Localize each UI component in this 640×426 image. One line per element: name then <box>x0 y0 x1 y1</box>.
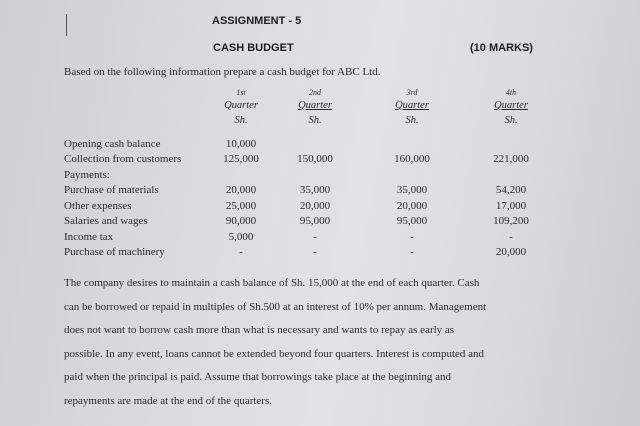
table-cell: - <box>239 246 243 258</box>
column-unit: Sh. <box>234 115 248 126</box>
row-label: Purchase of materials <box>64 184 159 196</box>
table-cell: 54,200 <box>495 184 527 196</box>
table-cell: - <box>509 231 513 243</box>
marks-label: (10 MARKS) <box>470 42 533 54</box>
table-cell: 95,000 <box>396 215 428 227</box>
paragraph-line: does not want to borrow cash more than what is necessary and wants to repay as early as <box>64 324 455 336</box>
column-label: Quarter <box>395 100 429 111</box>
column-header-q4 <box>466 88 556 128</box>
column-unit: Sh. <box>405 115 419 126</box>
column-ordinal: 1st <box>236 88 246 97</box>
table-cell: 221,000 <box>493 153 529 165</box>
column-label: Quarter <box>298 100 332 111</box>
table-cell: 20,000 <box>495 246 527 258</box>
table-cell: 25,000 <box>225 200 257 212</box>
paragraph-line: paid when the principal is paid. Assume that borrowings take place at the beginning and <box>64 371 452 383</box>
row-label: Collection from customers <box>64 153 182 165</box>
table-cell: - <box>410 246 414 258</box>
column-ordinal: 3rd <box>406 88 418 97</box>
paragraph-line: repayments are made at the end of the quarters. <box>64 394 272 407</box>
paragraph-line: can be borrowed or repaid in multiples of Sh.500 at an interest of 10% per annum. Management <box>64 300 487 313</box>
column-unit: Sh. <box>504 115 518 126</box>
paragraph-line: possible. In any event, loans cannot be extended beyond four quarters. Interest is computed and <box>64 347 485 360</box>
table-cell: 20,000 <box>396 200 428 212</box>
table-cell: 5,000 <box>228 231 254 243</box>
table-cell: - <box>410 231 414 243</box>
row-label: Payments: <box>64 169 110 181</box>
column-ordinal: 4th <box>505 88 517 97</box>
row-label: Income tax <box>64 231 114 243</box>
page-title: CASH BUDGET <box>213 42 294 54</box>
table-cell: 90,000 <box>225 215 257 227</box>
row-label: Opening cash balance <box>64 138 161 150</box>
row-label: Purchase of machinery <box>64 246 165 258</box>
column-header-q2 <box>270 88 360 128</box>
table-cell: - <box>313 246 317 258</box>
table-cell: 20,000 <box>299 200 331 212</box>
row-label: Salaries and wages <box>64 215 148 227</box>
table-cell: 10,000 <box>225 138 257 150</box>
row-label: Other expenses <box>64 200 132 212</box>
table-cell: 150,000 <box>297 153 333 165</box>
text-cursor <box>66 14 67 36</box>
column-header-q3 <box>367 88 457 128</box>
table-cell: 160,000 <box>394 153 430 165</box>
column-label: Quarter <box>494 100 528 111</box>
column-label: Quarter <box>224 100 258 111</box>
table-cell: 20,000 <box>225 184 257 196</box>
table-cell: - <box>313 231 317 243</box>
column-unit: Sh. <box>308 115 322 126</box>
column-ordinal: 2nd <box>309 88 321 97</box>
instructions-paragraph <box>64 272 564 413</box>
table-cell: 109,200 <box>493 215 529 227</box>
table-cell: 17,000 <box>495 200 527 212</box>
assignment-heading: ASSIGNMENT - 5 <box>212 15 302 27</box>
table-cell: 35,000 <box>299 184 331 196</box>
table-cell: 35,000 <box>396 184 428 196</box>
intro-text: Based on the following information prepare a cash budget for ABC Ltd. <box>64 66 381 78</box>
paragraph-line: The company desires to maintain a cash balance of Sh. 15,000 at the end of each quarter. Cash <box>64 277 480 289</box>
table-cell: 95,000 <box>299 215 331 227</box>
table-cell: 125,000 <box>223 153 259 165</box>
